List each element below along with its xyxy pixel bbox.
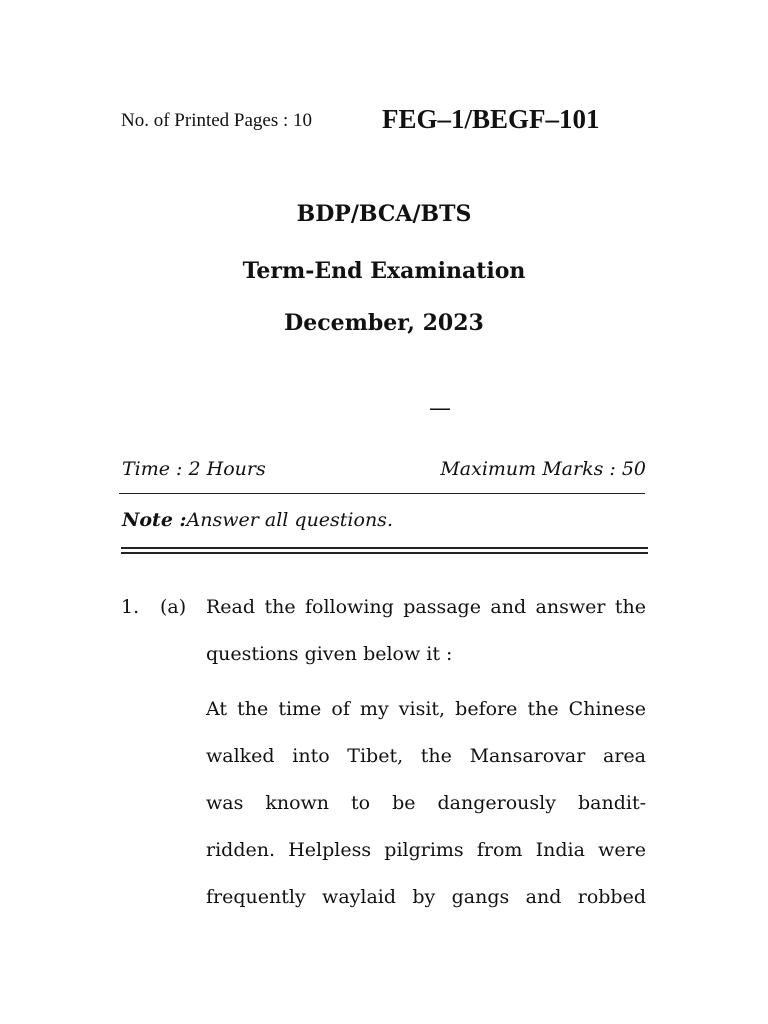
note-label: Note : [122,509,187,531]
question-part: (a) [160,596,187,618]
passage-line: ridden. Helpless pilgrims from India were [206,839,646,861]
instruction-line: questions given below it : [206,643,453,665]
divider-rule [119,493,645,494]
course-code: FEG–1/BEGF–101 [382,104,600,134]
passage-line: was known to be dangerously bandit- [206,792,646,814]
note-text: Answer all questions. [186,509,393,531]
title-dash: — [429,396,451,421]
printed-pages-count: No. of Printed Pages : 10 [121,110,313,131]
maximum-marks: Maximum Marks : 50 [440,458,646,480]
passage [206,686,646,921]
note [122,509,393,531]
passage-line: frequently waylaid by gangs and robbed [206,886,646,908]
passage-line: walked into Tibet, the Mansarovar area [206,745,646,767]
question-instruction [206,584,646,678]
double-rule-bottom [121,552,648,554]
time-allowed: Time : 2 Hours [122,458,266,480]
programme-title: BDP/BCA/BTS [296,201,472,227]
exam-title: Term-End Examination [242,258,526,284]
instruction-line: Read the following passage and answer the [206,596,646,618]
passage-line: At the time of my visit, before the Chinese [206,698,646,720]
question-number: 1. [121,596,140,618]
double-rule-top [121,547,648,549]
exam-date: December, 2023 [284,310,484,336]
